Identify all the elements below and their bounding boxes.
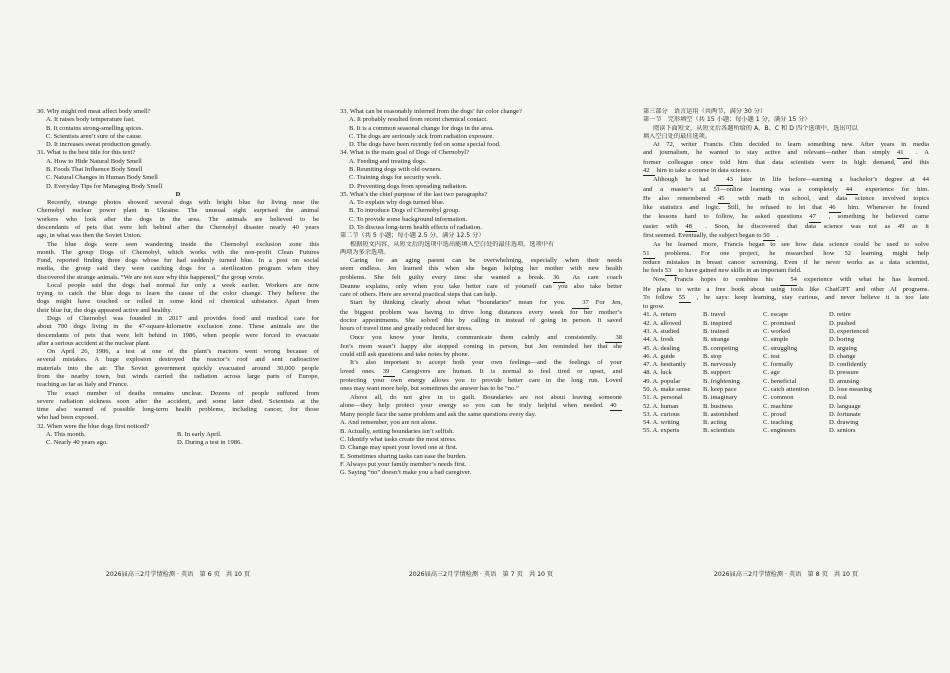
passage-text: experience for him.	[857, 185, 929, 193]
answer-option: D. lose meaning	[829, 386, 872, 393]
passage-line: descendants of pets that were left behind after the Chernobyl disaster nearly 40 years	[37, 223, 319, 231]
passage-text: with math in school, and data science involved topics	[730, 194, 929, 202]
cloze-passage	[643, 141, 929, 311]
option: A. It raises body temperature fast.	[46, 116, 135, 124]
option: A. This month.	[46, 430, 86, 438]
passage-text: to grow.	[643, 303, 665, 311]
answer-option: D. drawing	[829, 419, 859, 427]
answer-option: D. amusing	[829, 377, 860, 385]
answer-option: D. seniors	[829, 427, 856, 435]
passage-text: as it	[904, 222, 929, 230]
answer-option: C. test	[763, 352, 780, 360]
passage-text: As care coach	[564, 273, 622, 281]
passage-line	[340, 309, 622, 317]
page-7-footer: 2026届高三2月学情检测 · 英语 第 7 页 共 10 页	[408, 571, 554, 578]
question-stem: 31. What is the best title for this text?	[37, 149, 136, 157]
option-row	[37, 439, 319, 447]
answer-option: B. nervously	[703, 361, 737, 369]
answer-number-option: 41. A. return	[643, 311, 677, 319]
answer-option: C. promised	[763, 319, 796, 327]
page-6-column	[37, 108, 319, 448]
answer-number-option: 53. A. curious	[643, 410, 680, 418]
passage-line: Chernobyl nuclear power plant in Ukraine. The unusual sight surprised the animal	[37, 207, 319, 215]
passage-text: .	[775, 231, 779, 239]
passage-line: time also warned of possible long-term health problems, including cancer, for those	[37, 406, 319, 414]
passage-line	[340, 368, 622, 377]
option: B. Reuniting dogs with old owners.	[349, 165, 442, 173]
passage-text: doctor appointments. She solved this by calling in instead of going in person. It saved	[340, 317, 622, 325]
answer-number-option: 48. A. luck	[643, 369, 672, 377]
passage-text: him. Whenever he found	[840, 204, 929, 212]
option: D. During a test in 1986.	[177, 439, 242, 447]
option: A. It probably resulted from recent chemical contact.	[349, 116, 488, 124]
passage-text: could still ask questions and take notes by phone.	[340, 351, 470, 359]
passage-text: Deanne explains, only when you take better care of yourself can you also take better	[340, 282, 622, 290]
answer-option: D. arguing	[829, 344, 857, 352]
blank-number: 51	[643, 250, 655, 259]
question-stem: 30. Why might red meat affect body smell?	[37, 108, 151, 115]
passage-text: Once you know your limits, communicate them calmly and consistently.	[350, 333, 606, 341]
passage-seven-choose-five	[340, 257, 622, 419]
passage-line	[340, 265, 622, 273]
blank-number: 41	[897, 149, 909, 158]
answer-option: B. astonished	[703, 410, 739, 418]
passage-text: To follow	[643, 293, 679, 301]
passage-text: Above all, do not give in to guilt. Boundaries are not about leaving someone	[350, 393, 622, 401]
passage-line: Recently, strange photos showed several dogs with bright blue fur living near the	[47, 199, 319, 207]
passage-line	[643, 241, 929, 249]
passage-line: month. The group Dogs of Chernobyl, which works with the non-profit Clean Futures	[37, 248, 319, 256]
blank-number: 38	[605, 334, 622, 343]
passage-line	[340, 377, 622, 385]
question-stem: 33. What can be reasonably inferred from the dogs’ fur color change?	[340, 108, 522, 115]
answer-option: B. trained	[703, 328, 729, 336]
question-stem: 35. What’s the chief purpose of the last two paragraphs?	[340, 190, 488, 198]
answer-number-option: 47. A. hesitantly	[643, 361, 686, 369]
passage-line: who had been exposed.	[37, 414, 99, 422]
option: B. Foods That Influence Body Smell	[46, 165, 143, 173]
passage-text: and a master’s at 51—online learning was a completely	[643, 185, 846, 193]
answer-option: C. age	[763, 369, 780, 377]
passage-text: Now, Francis hopes to combine his	[653, 276, 781, 284]
passage-line: Local people said the dogs had normal fur only a week earlier. Workers are now	[47, 281, 319, 289]
passage-text: reduce mistakes in breast cancer screening. Even if he never works as a data scientist,	[643, 258, 929, 266]
passage-line: materials into the air. The Soviet government quickly evacuated around 30,000 people	[37, 364, 319, 372]
passage-text: hours of travel time and greatly reduced her stress.	[340, 325, 473, 333]
passage-text: Many people face the same problem and ask the same questions every day.	[340, 411, 537, 419]
passage-line	[643, 167, 929, 176]
passage-line: The exact number of deaths remains unclear. Dozens of people suffered from	[47, 389, 319, 397]
answer-option: D. language	[829, 402, 861, 410]
passage-text: problems. For one project, he researched how	[655, 249, 845, 257]
instructions-line: 两项为多余选项。	[340, 248, 390, 256]
passage-text: He plans to write a free book about using tools like ChatGPT and other AI programs.	[643, 285, 929, 293]
section-heading: 第一节 完形填空（共 15 小题；每小题 1 分，满分 15 分）	[643, 116, 811, 124]
section-heading: 第二节（共 5 小题；每小题 2.5 分，满分 12.5 分）	[340, 232, 485, 240]
passage-line: On April 26, 1986, a test at one of the plant’s reactors went wrong because of	[47, 348, 319, 356]
option: F. Always put your family member’s needs first.	[340, 460, 467, 468]
passage-text: the biggest problem was having to drive long distances every week for her mother’s	[340, 308, 622, 316]
page-8-column	[643, 108, 929, 436]
passage-text: He also remembered	[643, 194, 718, 202]
answer-option: B. travel	[703, 311, 726, 319]
passage-text: to have gained new skills in an important field.	[676, 267, 802, 275]
answer-number-option: 45. A. dealing	[643, 344, 680, 352]
passage-text: easier with	[643, 222, 686, 230]
blank-number: 37	[572, 299, 589, 308]
passage-line	[340, 385, 622, 393]
answer-number-option: 49. A. popular	[643, 377, 681, 385]
answer-option: C. catch attention	[763, 386, 809, 393]
option: C. Nearly 40 years ago.	[46, 439, 108, 447]
blank-number: 53	[665, 267, 677, 276]
passage-line: several mistakes. A huge explosion destroyed the reactor’s roof and sent radioactive	[37, 356, 319, 364]
passage-text: Start by thinking clearly about what “boundaries” mean for you.	[350, 299, 573, 307]
option: A. And remember, you are not alone.	[340, 419, 438, 427]
passage-line	[643, 186, 929, 195]
passage-line	[643, 286, 929, 294]
answer-number-option: 43. A. studied	[643, 328, 680, 336]
option: C. The dogs are seriously sick from radiation exposure.	[349, 132, 494, 140]
passage-text: experience with what he has learned.	[796, 276, 929, 284]
answer-option: D. boring	[829, 336, 855, 344]
answer-option: D. pressure	[829, 369, 859, 377]
passage-text: alone—they help protect your energy so you can be truly helpful when needed.	[340, 401, 610, 409]
blank-number: 43	[716, 176, 733, 185]
passage-line: trying to catch the blue dogs to learn the cause of the color change. They believe the	[37, 290, 319, 298]
passage-line	[643, 303, 929, 311]
blank-number: 40	[610, 402, 622, 411]
passage-line	[340, 351, 622, 359]
passage-line	[643, 267, 929, 276]
blank-number: 36	[553, 274, 565, 283]
answer-option: D. pushed	[829, 319, 856, 327]
option: C. To provide some background information.	[349, 215, 468, 223]
passage-line: Fund, reported finding three dogs whose fur had suddenly turned blue. In a post on social	[37, 257, 319, 265]
passage-line: workers who look after the dogs in the area. The animals are believed to be	[37, 215, 319, 223]
blank-number: 44	[846, 186, 858, 195]
passage-text: Caring for an aging parent can be overwhelming, especially when their needs	[350, 257, 622, 265]
page-7-column	[340, 108, 622, 477]
passage-line	[643, 141, 929, 149]
answer-option: B. competing	[703, 344, 739, 352]
passage-line: dogs might have touched or rolled in some kind of chemical substance. Apart from	[37, 298, 319, 306]
answer-option: D. experienced	[829, 328, 869, 336]
answer-option: D. change	[829, 352, 856, 360]
passage-text: As he learned more, Francis began to see how data science could be used to solve	[653, 241, 929, 249]
answer-option: B. stop	[703, 352, 722, 360]
option: E. Sometimes sharing tasks can ease the burden.	[340, 452, 467, 460]
question-34	[340, 149, 622, 190]
passage-text: first seemed. Eventually, the subject began to	[643, 231, 764, 239]
page-6-footer: 2026届高三2月学情检测 · 英语 第 6 页 共 10 页	[105, 571, 251, 578]
passage-line: media, the group said they were catching dogs for a sterilization program when they	[37, 265, 319, 273]
passage-text: care of others. Here are several practical steps that can help.	[340, 291, 498, 299]
blank-number: 50	[763, 232, 775, 241]
option: C. Natural Changes in Human Body Smell	[46, 174, 158, 182]
passage-text: and journalism, he wanted to stay active and relevant—rather than simply	[643, 149, 897, 157]
instructions-line: 阅读下面短文，从短文后各题所给的 A、B、C 和 D 四个选项中，选出可以	[653, 124, 858, 132]
answer-number-option: 50. A. make sense	[643, 386, 691, 393]
passage-text: 52	[844, 249, 852, 257]
passage-line	[340, 257, 622, 265]
blank-number: 48	[685, 223, 697, 232]
answer-option: B. imaginary	[703, 394, 738, 402]
question-32	[37, 423, 319, 448]
question-35	[340, 191, 622, 232]
answer-option: C. worked	[763, 328, 791, 336]
passage-line	[643, 250, 929, 259]
passage-line	[643, 276, 929, 285]
option: D. The dogs have been recently fed on some special food.	[349, 141, 501, 149]
option: B. Actually, setting boundaries isn’t selfish.	[340, 427, 455, 435]
blank-number: 55	[679, 294, 691, 303]
passage-text: 49	[897, 222, 905, 230]
option: D. Change may upset your loved one at first.	[340, 444, 458, 452]
passage-line: reaching as far as Italy and France.	[37, 381, 129, 389]
blank-number: 46	[829, 204, 841, 213]
question-31	[37, 149, 319, 190]
blank-number: 39	[383, 368, 395, 377]
answer-option: B. acting	[703, 419, 727, 427]
question-stem: 34. What is the main goal of Dogs of Chernobyl?	[340, 149, 469, 157]
passage-text: former colleague once told him that data scientists were in high demand, and this	[643, 158, 929, 166]
answer-option: B. keep pace	[703, 386, 737, 393]
option: A. Feeding and treating dogs.	[349, 157, 427, 165]
passage-line	[643, 223, 929, 232]
passage-line	[643, 195, 929, 204]
page-8-footer: 2026届高三2月学情检测 · 英语 第 8 页 共 10 页	[713, 571, 859, 578]
option: A. How to Hide Natural Body Smell	[46, 157, 142, 165]
answer-option: C. engineers	[763, 427, 796, 435]
answer-option: C. teaching	[763, 419, 793, 427]
passage-line	[340, 325, 622, 333]
answer-option: C. struggling	[763, 344, 798, 352]
option: D. It increases sweat production greatly.	[46, 141, 152, 149]
option: C. Scientists aren’t sure of the cause.	[46, 132, 143, 140]
option: B. To introduce Dogs of Chernobyl group.	[349, 207, 461, 215]
question-30	[37, 108, 319, 149]
option: B. It is a common seasonal change for dogs in the area.	[349, 124, 494, 132]
passage-line: after a serious accident at the nuclear plant.	[37, 339, 151, 347]
instructions-line: 填入空白处的最佳选项。	[643, 132, 712, 140]
passage-text: For Jen,	[588, 299, 622, 307]
passage-text: . A	[908, 149, 929, 157]
answer-option: C. formally	[763, 361, 794, 369]
passage-line	[340, 402, 622, 411]
passage-text: the lessons hard to follow, he asked questions	[643, 213, 810, 221]
answer-option: C. machine	[763, 402, 793, 410]
answer-option: C. simple	[763, 336, 789, 344]
passage-text: Jen’s mom wasn’t happy she stopped coming in person, but Jen reminded her that she	[340, 342, 622, 350]
passage-line	[340, 343, 622, 351]
option: D. Preventing dogs from spreading radiation.	[349, 182, 468, 190]
passage-text: , he says: keep learning, stay curious, and never believe it is too late	[690, 293, 929, 301]
passage-line	[340, 394, 622, 402]
part-heading: 第三部分 语言运用（共两节，满分 30 分）	[643, 108, 767, 115]
passage-line: Dogs of Chernobyl was founded in 2017 and provides food and medical care for	[47, 315, 319, 323]
passage-line	[643, 294, 929, 303]
option: C. Identify what tasks create the most stress.	[340, 435, 457, 443]
answer-option: D. fortunate	[829, 410, 861, 418]
passage-text: problems. She felt guilty every time she wanted a break.	[340, 273, 553, 281]
passage-text: like statistics and logic. Still, he refused to let that	[643, 204, 829, 212]
passage-line	[340, 291, 622, 299]
passage-line: their blue fur, the dogs appeared active and healthy.	[37, 306, 172, 314]
passage-line	[643, 232, 929, 241]
passage-line	[340, 283, 622, 291]
passage-line	[643, 159, 929, 167]
passage-line	[340, 317, 622, 325]
answer-choices-grid	[643, 311, 929, 435]
passage-line	[643, 259, 929, 267]
passage-line	[643, 149, 929, 158]
passage-text: . Soon, he discovered that data science was not as	[697, 222, 898, 230]
passage-text: loved ones.	[340, 367, 383, 375]
passage-line	[643, 213, 929, 222]
passage-text: seem endless. Jen learned this when she began helping her mother with new health	[340, 265, 622, 273]
passage-text: ones may want more help, but sometimes the answer has to be “no.”	[340, 385, 519, 393]
answer-number-option: 51. A. personal	[643, 394, 683, 402]
answer-number-option: 54. A. writing	[643, 419, 680, 427]
passage-line	[643, 204, 929, 213]
passage-line: severe radiation sickness soon after the accident, and some later died. Scientists at the	[37, 397, 319, 405]
answer-option: B. business	[703, 402, 733, 410]
passage-line: ago, in what was then the Soviet Union.	[37, 232, 142, 240]
answer-number-option: 52. A. human	[643, 402, 679, 410]
passage-text: It’s also important to accept both your own feelings—and the feelings of your	[350, 359, 622, 367]
passage-text: later in life before—earning a bachelor’s degree at 44	[732, 176, 929, 184]
passage-line	[643, 176, 929, 185]
instructions-line: 根据短文内容，从短文后的选项中选出能填入空白处的最佳选项。选项中有	[350, 240, 555, 248]
passage-text: protecting your own energy allows you to provide better care in the long run. Loved	[340, 377, 622, 384]
answer-number-option: 55. A. experts	[643, 427, 680, 435]
question-stem: 32. When were the blue dogs first noticed?	[37, 422, 150, 430]
answer-option: B. inspired	[703, 319, 732, 327]
passage-line: descendants of pets that were left behind in 1986, when people were forced to evacuate	[37, 331, 319, 339]
answer-option: B. frightening	[703, 377, 740, 385]
option: B. In early April.	[177, 430, 222, 438]
answer-number-option: 46. A. guide	[643, 352, 676, 360]
answer-number-option: 42. A. allowed	[643, 319, 682, 327]
blank-number: 42	[643, 167, 655, 176]
answer-option: B. scientists	[703, 427, 735, 435]
passage-line: about 700 dogs living in the 47-square-kilometre exclusion zone. These animals are the	[37, 323, 319, 331]
passage-line: The blue dogs were seen wandering inside the Chernobyl exclusion zone this	[47, 240, 319, 248]
passage-line	[340, 274, 622, 283]
answer-option: C. escape	[763, 311, 789, 319]
answer-option: C. common	[763, 394, 794, 402]
passage-d	[37, 199, 319, 423]
option-row	[37, 431, 319, 439]
answer-option: D. confidently	[829, 361, 867, 369]
answer-option: B. support	[703, 369, 731, 377]
passage-text: learning might help	[851, 249, 929, 257]
passage-text: , something he believed came	[821, 213, 929, 221]
answer-number-option: 44. A. fresh	[643, 336, 674, 344]
option: C. Training dogs for security work.	[349, 174, 442, 182]
passage-line	[340, 334, 622, 343]
passage-letter: D	[175, 190, 181, 198]
answer-option: B. strange	[703, 336, 730, 344]
option: D. To discuss long-term health effects of radiation.	[349, 223, 482, 231]
answer-option: C. proud	[763, 410, 786, 418]
passage-text: Although he had	[653, 176, 717, 184]
passage-text: him to take a course in data science.	[655, 166, 752, 174]
passage-line	[340, 299, 622, 308]
blank-number: 45	[718, 195, 730, 204]
answer-option: D. real	[829, 394, 847, 402]
option: D. Everyday Tips for Managing Body Smell	[46, 182, 163, 190]
option: B. It contains strong-smelling spices.	[46, 124, 144, 132]
blank-number: 54	[780, 276, 797, 285]
passage-text: he feels	[643, 267, 665, 275]
passage-line	[340, 359, 622, 367]
options-list	[340, 419, 622, 477]
option: G. Saying “no” doesn’t make you a bad caregiver.	[340, 469, 472, 477]
passage-text: Caregivers are human. It is normal to feel tired or upset, and	[394, 367, 622, 375]
passage-line: discovered the strange animals. “We are not sure why this happened,” the group wrote.	[37, 273, 265, 281]
answer-option: C. beneficial	[763, 377, 797, 385]
passage-text: At 72, writer Francis Chin decided to learn something new. After years in media	[653, 141, 929, 149]
answer-option: D. retire	[829, 311, 851, 319]
blank-number: 47	[809, 213, 821, 222]
question-33	[340, 108, 622, 149]
passage-line: from the nearby town, but winds carried the radiation across large parts of Europe,	[37, 373, 319, 380]
option: A. To explain why dogs turned blue.	[349, 199, 445, 207]
passage-line	[340, 411, 622, 419]
